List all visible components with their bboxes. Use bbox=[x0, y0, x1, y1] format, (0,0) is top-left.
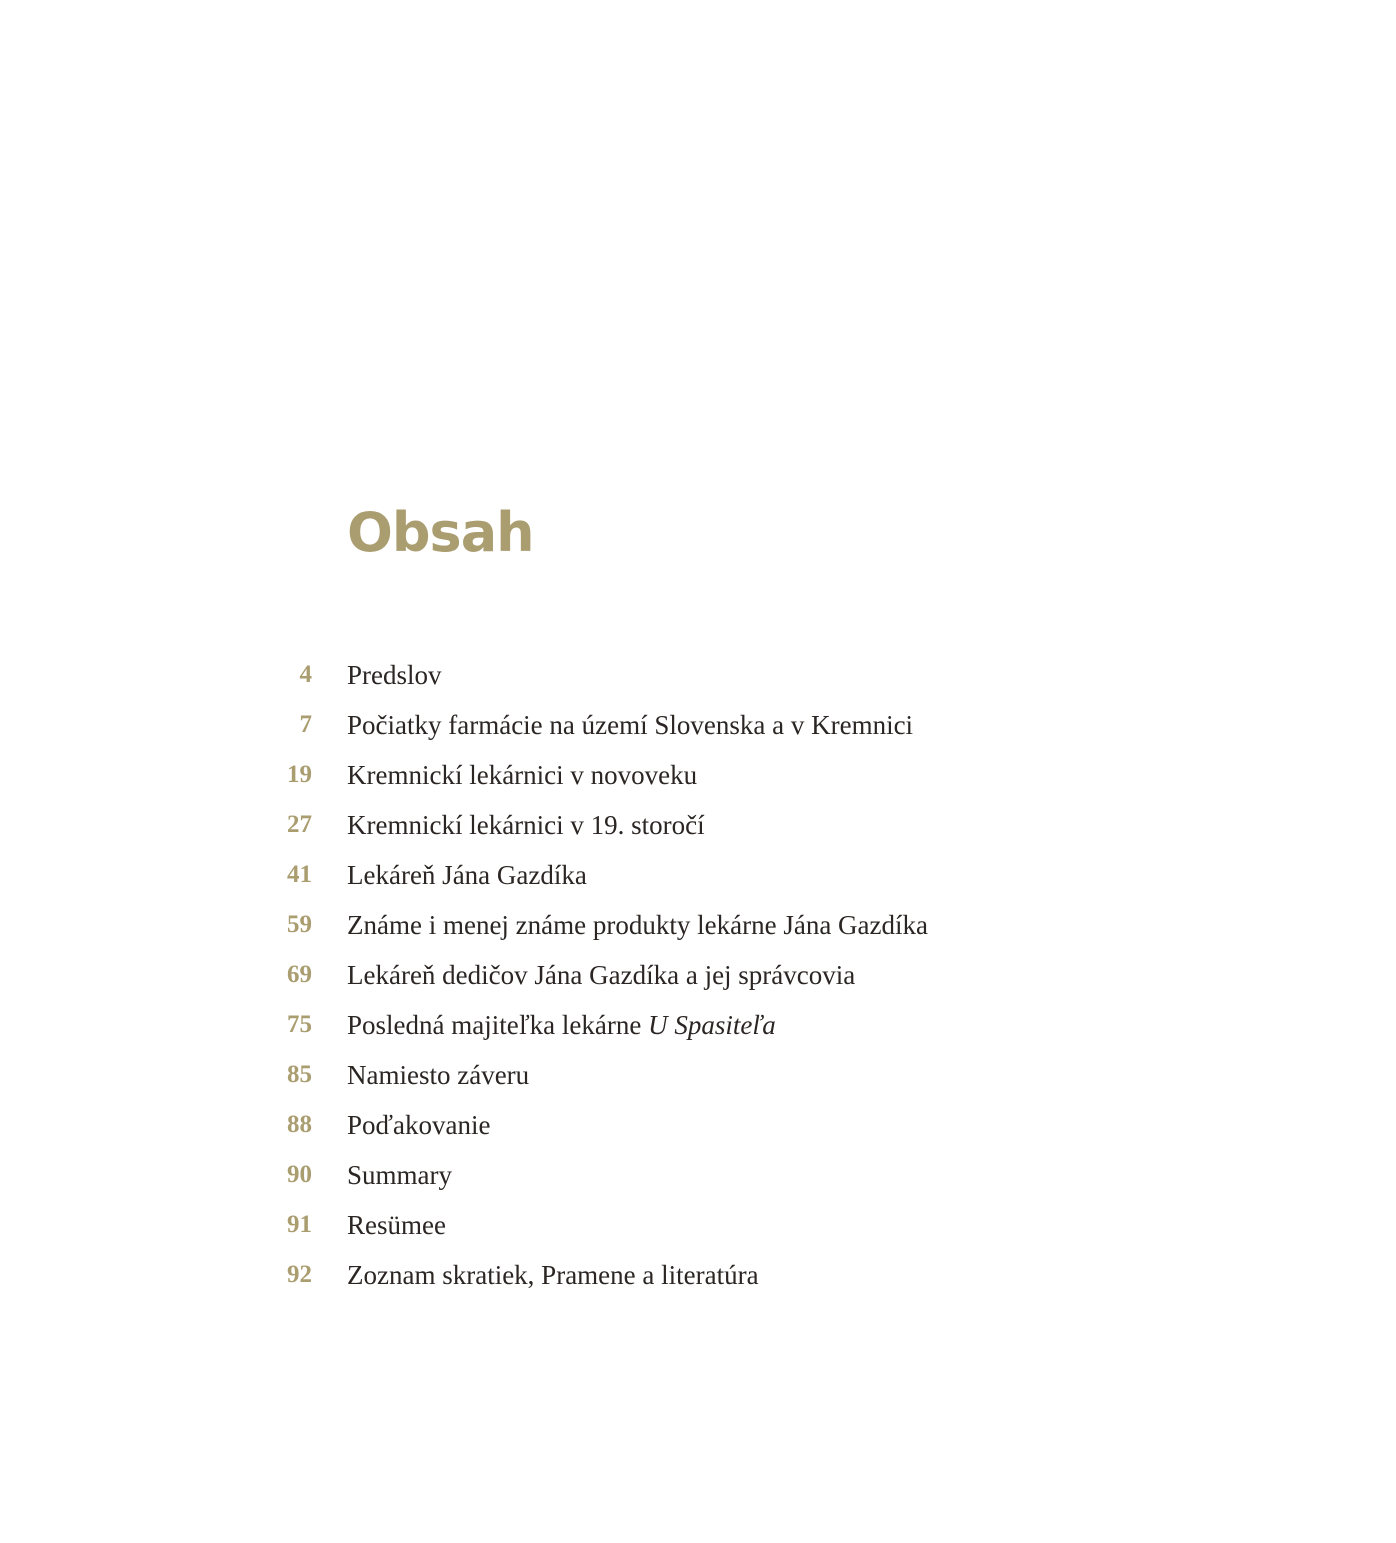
toc-entry bbox=[240, 1000, 1140, 1050]
toc-page-number: 19 bbox=[287, 761, 312, 788]
toc-entry bbox=[240, 1150, 1140, 1200]
toc-entry-title: Kremnickí lekárnici v 19. storočí bbox=[347, 810, 705, 840]
toc-entry-title: Počiatky farmácie na území Slovenska a v Kremnici bbox=[347, 710, 914, 740]
toc-entry bbox=[240, 1050, 1140, 1100]
toc-page-number: 59 bbox=[287, 911, 312, 938]
toc-entry bbox=[240, 950, 1140, 1000]
toc-entry-title: Známe i menej známe produkty lekárne Jána Gazdíka bbox=[347, 910, 929, 940]
toc-entry bbox=[240, 750, 1140, 800]
toc-entry-title-roman: Posledná majiteľka lekárne bbox=[347, 1010, 649, 1040]
toc-page-number: 90 bbox=[287, 1161, 312, 1188]
toc-entry-title: Poďakovanie bbox=[347, 1110, 491, 1140]
toc-entry bbox=[240, 700, 1140, 750]
toc-page-number: 69 bbox=[287, 961, 312, 988]
toc-entry-title: Namiesto záveru bbox=[347, 1060, 530, 1090]
toc-entry bbox=[240, 1250, 1140, 1300]
toc-page-number: 75 bbox=[287, 1011, 312, 1038]
toc-page-number: 88 bbox=[287, 1111, 312, 1138]
table-of-contents bbox=[240, 650, 1140, 1300]
toc-entry bbox=[240, 1100, 1140, 1150]
toc-page-number: 91 bbox=[287, 1211, 312, 1238]
toc-page-number: 27 bbox=[287, 811, 312, 838]
toc-entry-title: Zoznam skratiek, Pramene a literatúra bbox=[347, 1260, 759, 1290]
toc-entry-title: Predslov bbox=[347, 660, 442, 690]
toc-page-number: 41 bbox=[287, 861, 312, 888]
toc-entry-title-italic: U Spasiteľa bbox=[648, 1010, 776, 1040]
toc-entry-title: Lekáreň dedičov Jána Gazdíka a jej správcovia bbox=[347, 960, 856, 990]
page-title: Obsah bbox=[347, 501, 534, 564]
toc-entry-title: Resümee bbox=[347, 1210, 446, 1240]
toc-entry-title: Summary bbox=[347, 1160, 452, 1190]
toc-entry-title: Lekáreň Jána Gazdíka bbox=[347, 860, 587, 890]
toc-entry bbox=[240, 850, 1140, 900]
toc-page-number: 92 bbox=[287, 1261, 312, 1288]
toc-page-number: 7 bbox=[299, 711, 312, 738]
toc-page-number: 4 bbox=[299, 661, 312, 688]
toc-entry bbox=[240, 800, 1140, 850]
toc-entry bbox=[240, 650, 1140, 700]
toc-page-number: 85 bbox=[287, 1061, 312, 1088]
toc-entry-title: Kremnickí lekárnici v novoveku bbox=[347, 760, 698, 790]
toc-entry-title bbox=[347, 1000, 776, 1050]
toc-entry bbox=[240, 900, 1140, 950]
toc-entry bbox=[240, 1200, 1140, 1250]
